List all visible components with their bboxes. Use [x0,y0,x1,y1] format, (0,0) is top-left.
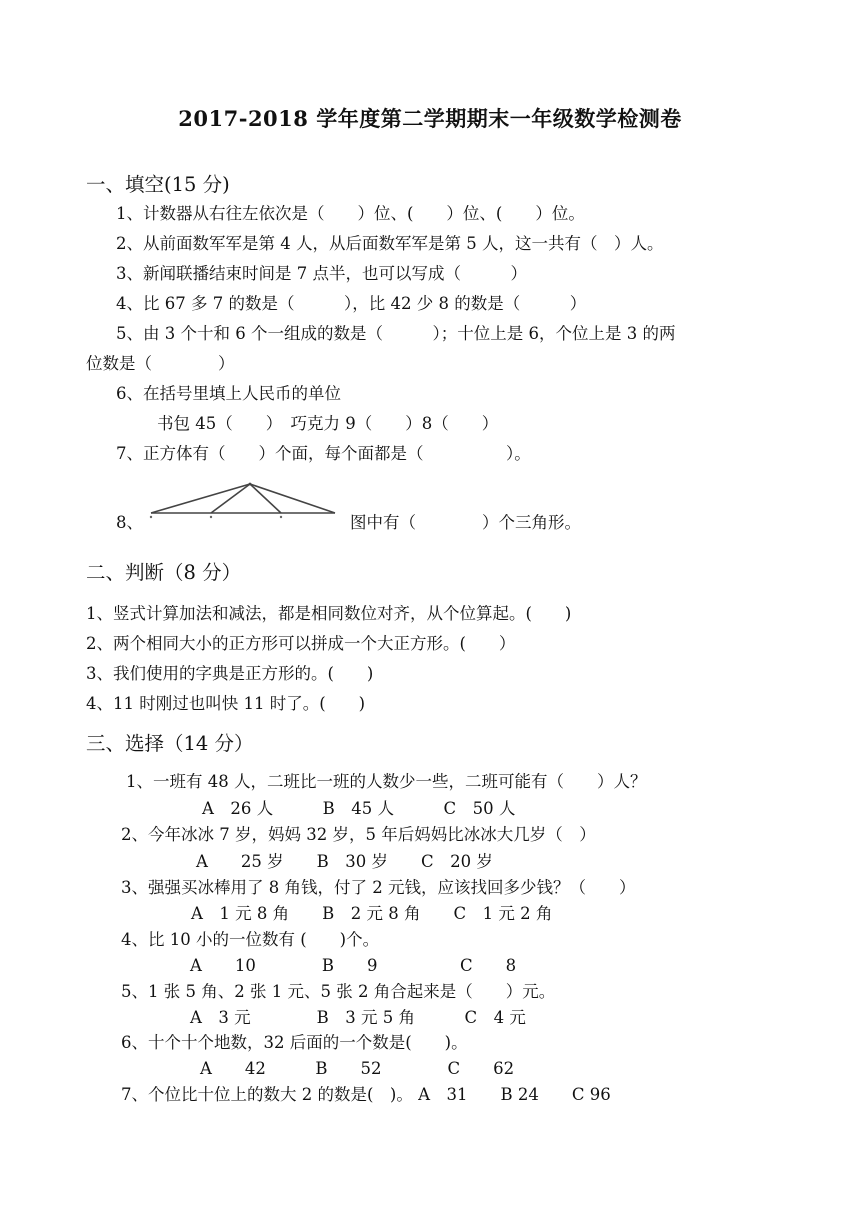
section-1-question-3: 3、新闻联播结束时间是 7 点半，也可以写成（ ） [116,264,527,283]
section-3-question-6-options: A 42 B 52 C 62 [200,1059,515,1078]
section-3-question-3: 3、强强买冰棒用了 8 角钱，付了 2 元钱，应该找回多少钱？（ ） [121,878,636,897]
section-2-question-3: 3、我们使用的字典是正方形的。( ) [86,664,374,683]
page-title: 2017-2018 学年度第二学期期末一年级数学检测卷 [178,106,682,131]
section-1-question-6-items: 书包 45（ ） 巧克力 9（ ）8（ ） [157,414,499,433]
section-1-question-6: 6、在括号里填上人民币的单位 [116,384,341,403]
section-3-question-6: 6、十个十个地数，32 后面的一个数是( )。 [121,1033,468,1052]
section-1-question-5-continued: 位数是（ ） [86,354,235,373]
section-1-question-2: 2、从前面数军军是第 4 人，从后面数军军是第 5 人，这一共有（ ）人。 [116,234,664,253]
section-1-question-4: 4、比 67 多 7 的数是（ ），比 42 少 8 的数是（ ） [116,294,587,313]
section-2-question-2: 2、两个相同大小的正方形可以拼成一个大正方形。( ） [86,634,516,653]
section-1-heading: 一、填空(15 分) [86,173,230,196]
section-3-question-4-options: A 10 B 9 C 8 [190,956,517,975]
section-3-question-1-options: A 26 人 B 45 人 C 50 人 [202,799,516,818]
section-1-question-5: 5、由 3 个十和 6 个一组成的数是（ ）；十位上是 6，个位上是 3 的两 [116,324,676,343]
section-1-question-1: 1、计数器从右往左依次是（ ）位、( ）位、( ）位。 [116,204,585,223]
section-1-question-7: 7、正方体有（ ）个面，每个面都是（ ）。 [116,444,531,463]
section-3-question-4: 4、比 10 小的一位数有 ( )个。 [121,930,380,949]
section-3-question-2: 2、今年冰冰 7 岁，妈妈 32 岁，5 年后妈妈比冰冰大几岁（ ） [121,825,596,844]
section-3-question-3-options: A 1 元 8 角 B 2 元 8 角 C 1 元 2 角 [191,904,553,923]
section-3-question-5-options: A 3 元 B 3 元 5 角 C 4 元 [190,1008,526,1027]
section-2-question-1: 1、竖式计算加法和减法，都是相同数位对齐，从个位算起。( ) [86,604,572,623]
section-3-question-5: 5、1 张 5 角、2 张 1 元、5 张 2 角合起来是（ ）元。 [121,982,556,1001]
section-3-question-1: 1、一班有 48 人，二班比一班的人数少一些，二班可能有（ ）人？ [126,772,647,791]
triangle-figure [145,478,345,524]
section-1-question-8-number: 8、 [116,513,143,532]
section-3-question-2-options: A 25 岁 B 30 岁 C 20 岁 [196,852,493,871]
section-2-heading: 二、判断（8 分） [86,561,242,584]
section-1-question-8: 图中有（ ）个三角形。 [350,513,581,532]
section-3-question-7: 7、个位比十位上的数大 2 的数是( )。 A 31 B 24 C 96 [121,1085,611,1104]
section-3-heading: 三、选择（14 分） [86,732,254,755]
section-2-question-4: 4、11 时刚过也叫快 11 时了。( ) [86,694,366,713]
